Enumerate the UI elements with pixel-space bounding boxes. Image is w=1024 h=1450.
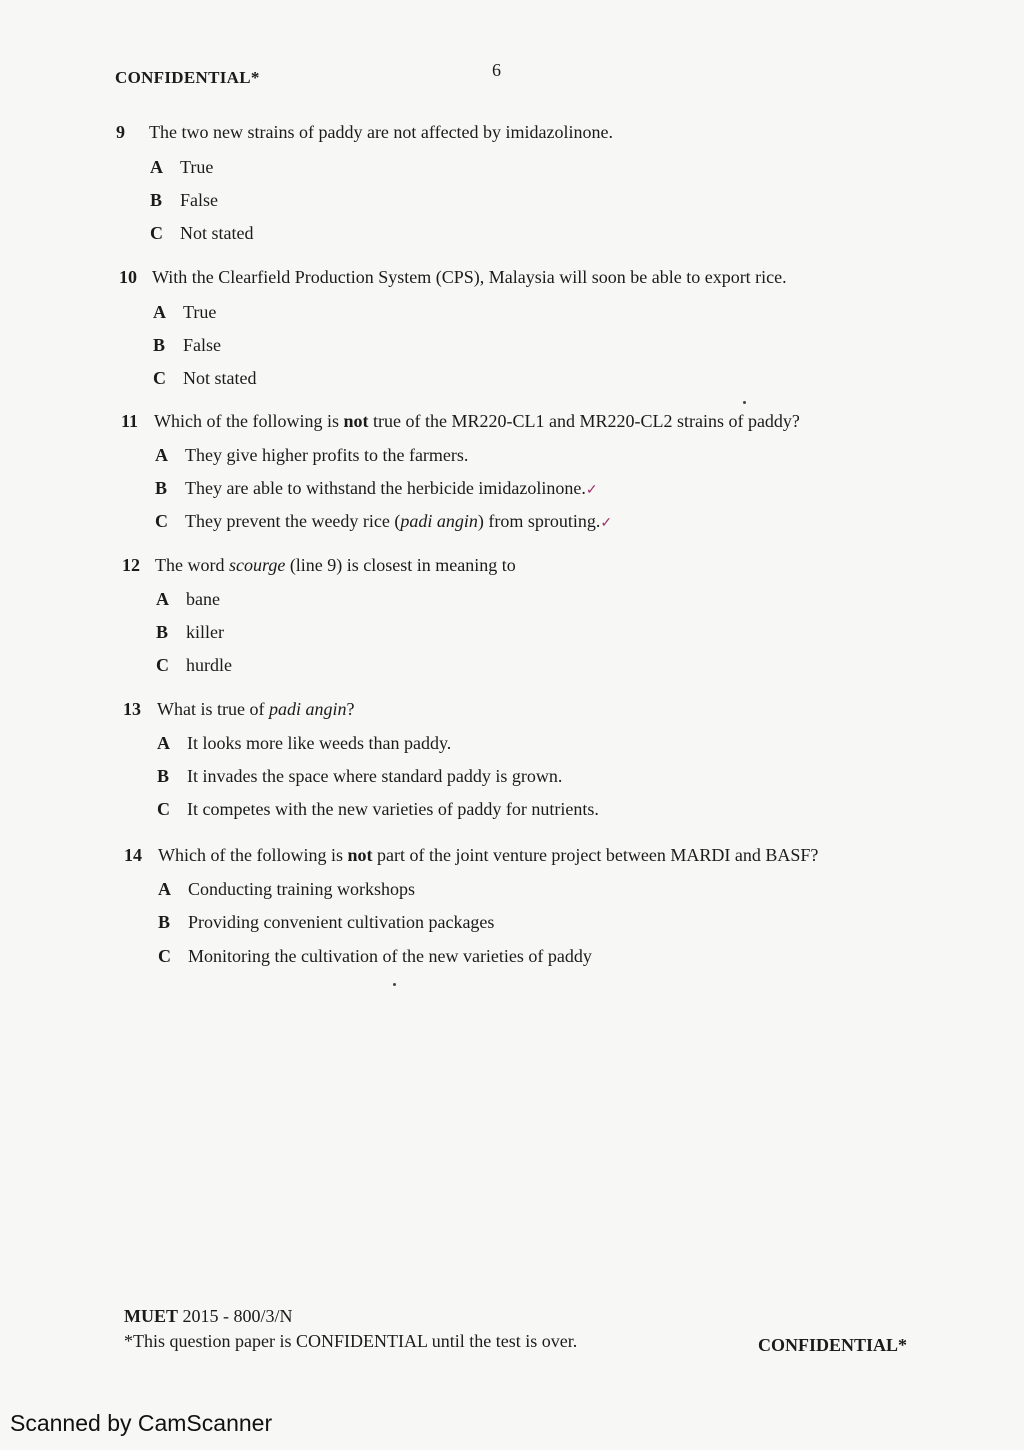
option-text: They give higher profits to the farmers.	[185, 445, 469, 465]
question-text-post: part of the joint venture project between MARDI and BASF?	[372, 845, 819, 865]
option-text: killer	[186, 622, 224, 642]
header-confidential: CONFIDENTIAL*	[115, 68, 260, 87]
scanner-watermark: Scanned by CamScanner	[10, 1410, 273, 1436]
question-text-pre: Which of the following is	[154, 411, 344, 431]
option-text: Providing convenient cultivation packages	[188, 912, 495, 932]
confidential-note: *This question paper is CONFIDENTIAL until the test is over.	[124, 1331, 578, 1351]
question-text-pre: The word	[155, 555, 229, 575]
question-text-italic: padi angin	[268, 699, 347, 719]
option-text: Conducting training workshops	[188, 879, 415, 899]
question-12-option-c	[156, 655, 232, 676]
option-letter: B	[153, 335, 166, 355]
question-text-italic: scourge	[228, 555, 286, 575]
option-letter: B	[150, 190, 163, 210]
option-text: It invades the space where standard paddy is grown.	[187, 766, 563, 786]
option-letter: C	[156, 655, 169, 675]
option-letter: C	[157, 799, 170, 819]
option-text: False	[180, 190, 218, 210]
question-13-option-b	[157, 766, 562, 787]
option-letter: C	[155, 511, 168, 531]
question-14-option-a	[158, 879, 415, 900]
option-text: hurdle	[186, 655, 232, 675]
option-text: False	[183, 335, 221, 355]
option-text-post: ) from sprouting.	[477, 511, 601, 531]
option-letter: B	[158, 912, 171, 932]
question-number: 12	[122, 555, 140, 575]
option-letter: A	[158, 879, 171, 899]
question-text-post: true of the MR220-CL1 and MR220-CL2 strains of paddy?	[368, 411, 800, 431]
paper-code	[124, 1306, 293, 1327]
question-9-option-c	[150, 223, 254, 244]
handwritten-tick-icon: ✓	[600, 516, 613, 531]
question-text-post: (line 9) is closest in meaning to	[285, 555, 516, 575]
question-number: 10	[119, 267, 137, 287]
question-12-option-a	[156, 589, 220, 610]
question-14-option-b	[158, 912, 494, 933]
question-10-option-c	[153, 368, 257, 389]
question-number: 9	[116, 122, 125, 142]
option-text-italic: padi angin	[400, 511, 478, 531]
question-9-stem	[116, 122, 613, 143]
option-text: It competes with the new varieties of paddy for nutrients.	[187, 799, 599, 819]
option-letter: B	[156, 622, 169, 642]
question-10-option-b	[153, 335, 221, 356]
option-letter: B	[157, 766, 170, 786]
question-text: With the Clearfield Production System (CPS), Malaysia will soon be able to export rice.	[152, 267, 787, 287]
option-text: bane	[186, 589, 220, 609]
option-text: It looks more like weeds than paddy.	[187, 733, 452, 753]
question-9-option-a	[150, 157, 213, 178]
option-letter: A	[157, 733, 170, 753]
option-letter: A	[150, 157, 163, 177]
scan-speck	[393, 983, 396, 986]
paper-code-rest: 2015 - 800/3/N	[178, 1306, 293, 1326]
question-text-pre: Which of the following is	[158, 845, 348, 865]
handwritten-tick-icon: ✓	[585, 483, 598, 498]
question-13-option-c	[157, 799, 599, 820]
option-letter: A	[153, 302, 166, 322]
question-14-option-c	[158, 946, 592, 967]
question-text: The two new strains of paddy are not affected by imidazolinone.	[149, 122, 614, 142]
option-text: Not stated	[180, 223, 254, 243]
question-text-post: ?	[346, 699, 355, 719]
question-11-option-a	[155, 445, 468, 466]
question-12-option-b	[156, 622, 224, 643]
question-13-stem	[123, 699, 354, 720]
question-11-stem	[121, 411, 800, 432]
question-number: 11	[121, 411, 139, 431]
question-number: 13	[123, 699, 141, 719]
paper-code-bold: MUET	[124, 1306, 178, 1326]
question-10-option-a	[153, 302, 216, 323]
option-text: True	[180, 157, 214, 177]
option-text: They are able to withstand the herbicide imidazolinone.	[185, 478, 586, 498]
question-text-pre: What is true of	[157, 699, 269, 719]
scan-speck	[743, 401, 746, 404]
question-9-option-b	[150, 190, 218, 211]
option-letter: C	[150, 223, 163, 243]
question-text-emphasis: not	[343, 411, 369, 431]
option-letter: C	[153, 368, 166, 388]
option-text: Not stated	[183, 368, 257, 388]
option-letter: C	[158, 946, 171, 966]
question-number: 14	[124, 845, 142, 865]
option-letter: B	[155, 478, 168, 498]
question-text-emphasis: not	[347, 845, 373, 865]
question-12-stem	[122, 555, 516, 576]
question-10-stem	[119, 267, 787, 288]
page-number: 6	[492, 60, 501, 80]
question-13-option-a	[157, 733, 451, 754]
question-11-option-b	[155, 478, 598, 499]
option-letter: A	[155, 445, 168, 465]
option-text: Monitoring the cultivation of the new varieties of paddy	[188, 946, 592, 966]
question-14-stem	[124, 845, 818, 866]
footer-confidential: CONFIDENTIAL*	[758, 1335, 908, 1355]
option-text-pre: They prevent the weedy rice (	[185, 511, 401, 531]
option-letter: A	[156, 589, 169, 609]
question-11-option-c	[155, 511, 612, 532]
option-text: True	[183, 302, 217, 322]
